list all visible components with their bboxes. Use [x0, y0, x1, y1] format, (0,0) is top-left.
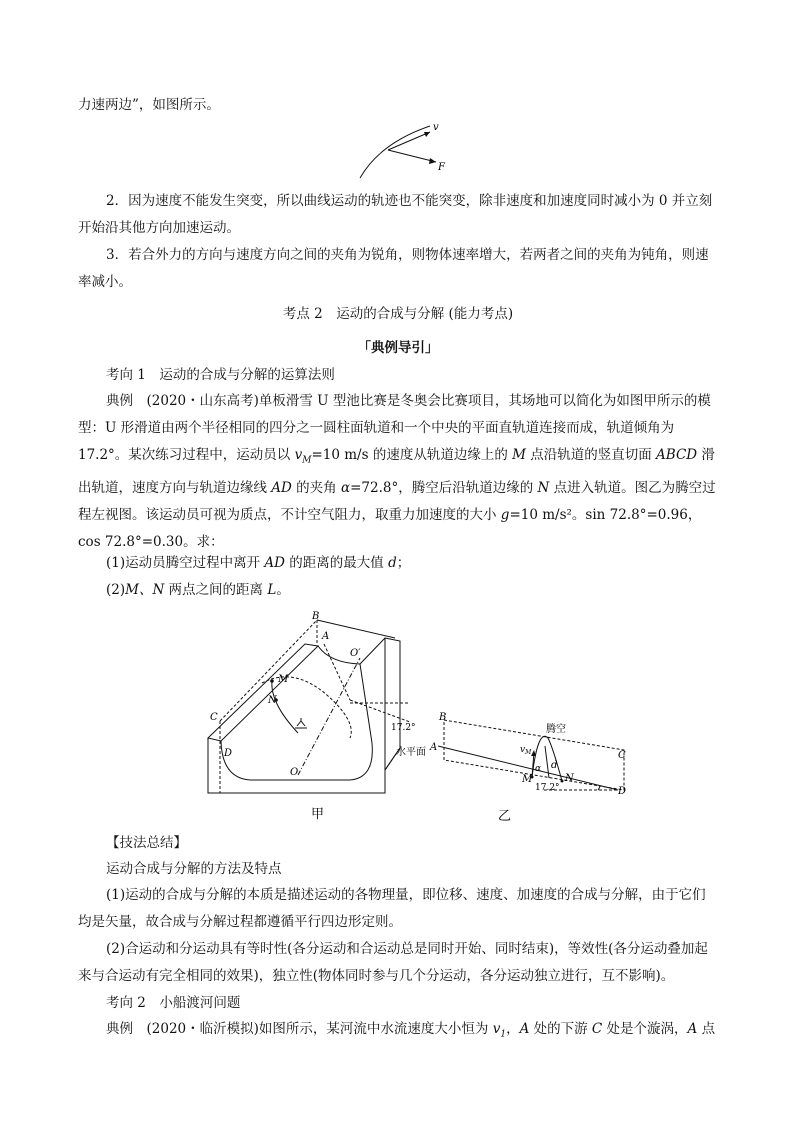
example-lead: 典例 [106, 393, 133, 409]
svg-text:α: α [535, 764, 542, 774]
svg-text:d: d [551, 760, 558, 771]
svg-text:A: A [430, 742, 438, 753]
method-title: 【技法总结】 [106, 835, 187, 851]
svg-text:O: O [290, 767, 299, 778]
kaoxiang-2-title: 考向 2 小船渡河问题 [106, 995, 241, 1011]
svg-text:17.2°: 17.2° [535, 783, 560, 793]
continued-line: 力速两边”，如图所示。 [78, 97, 220, 113]
paragraph-3: 3．若合外力的方向与速度方向之间的夹角为锐角，则物体速率增大，若两者之间的夹角为钝角，则速率减小。 [78, 247, 709, 290]
caption-jia: 甲 [311, 807, 325, 822]
svg-text:17.2°: 17.2° [391, 723, 416, 733]
svg-text:N: N [565, 773, 574, 784]
figure-yi [428, 708, 638, 826]
section-title: 考点 2 运动的合成与分解 (能力考点) [282, 306, 514, 322]
svg-text:B: B [312, 611, 320, 622]
svg-text:水平面: 水平面 [396, 747, 426, 758]
svg-text:M: M [522, 774, 533, 785]
svg-text:C: C [618, 750, 626, 761]
svg-text:C: C [210, 712, 218, 723]
kaoxiang-1-title: 考向 1 运动的合成与分解的运算法则 [106, 367, 335, 383]
guide-title: 「典例导引」 [357, 340, 439, 356]
question-2: (2)M、N 两点之间的距离 L。 [106, 582, 290, 598]
method-subtitle: 运动合成与分解的方法及特点 [106, 861, 282, 877]
paragraph-2: 2．因为速度不能发生突变，所以曲线运动的轨迹也不能突变，除非速度和加速度同时减小为 0 并立刻开始沿其他方向加速运动。 [78, 193, 713, 236]
question-1: (1)运动员腾空过程中离开 AD 的距离的最大值 d； [106, 555, 411, 571]
svg-text:B: B [439, 712, 447, 723]
method-2: (2)合运动和分运动具有等时性(各分运动和合运动总是同时开始、同时结束)，等效性(各分运动叠加起来与合运动有完全相同的效果)，独立性(物体同时参与几个分运动，各分运动独立进行，互不影响)。 [78, 941, 708, 984]
svg-text:腾空: 腾空 [546, 724, 566, 735]
svg-text:D: D [618, 786, 627, 797]
label-f: F [438, 162, 445, 173]
caption-yi: 乙 [498, 809, 512, 824]
velocity-force-figure [350, 118, 460, 180]
figure-jia [200, 608, 426, 826]
method-1: (1)运动的合成与分解的本质是描述运动的各物理量，即位移、速度、加速度的合成与分解，由于它们均是矢量，故合成与分解过程都遵循平行四边形定则。 [78, 887, 706, 930]
svg-text:D: D [224, 748, 233, 759]
svg-text:A: A [322, 631, 330, 642]
force-arrow [388, 150, 436, 162]
svg-text:vM: $v_M$ [520, 745, 532, 756]
label-v: v [433, 122, 439, 133]
svg-text:M: M [278, 674, 289, 685]
svg-text:O′: O′ [350, 648, 361, 659]
svg-text:N: N [268, 695, 277, 706]
example-2: 典例 (2020・临沂模拟)如图所示，某河流中水流速度大小恒为 $v_1$，A 处的下游 C 处是个漩涡，A 点 [106, 1021, 716, 1040]
example-1: 典例 (2020・山东高考)单板滑雪 U 型池比赛是冬奥会比赛项目，其场地可以简化为如图甲所示的模型：U 形滑道由两个半径相同的四分之一圆柱面轨道和一个中央的平面直轨道连接而成，轨道倾角为 17.2°。某次练习过程中，运动员以 $v_M=10$ m/s 的速度从轨道边缘上的 M 点沿轨道的竖直切面 ABCD 滑出轨道，速度方向与轨道边缘线 AD 的夹角 α=72.8°，腾空后沿轨道边缘的 N 点进入轨道。图乙为腾空过程左视图。该运动员可视为质点，不计空气阻力，取重力加速度的大小 g=10 m/s²。sin 72.8°=0.96，cos 72.8°=0.30。求： [78, 393, 716, 550]
